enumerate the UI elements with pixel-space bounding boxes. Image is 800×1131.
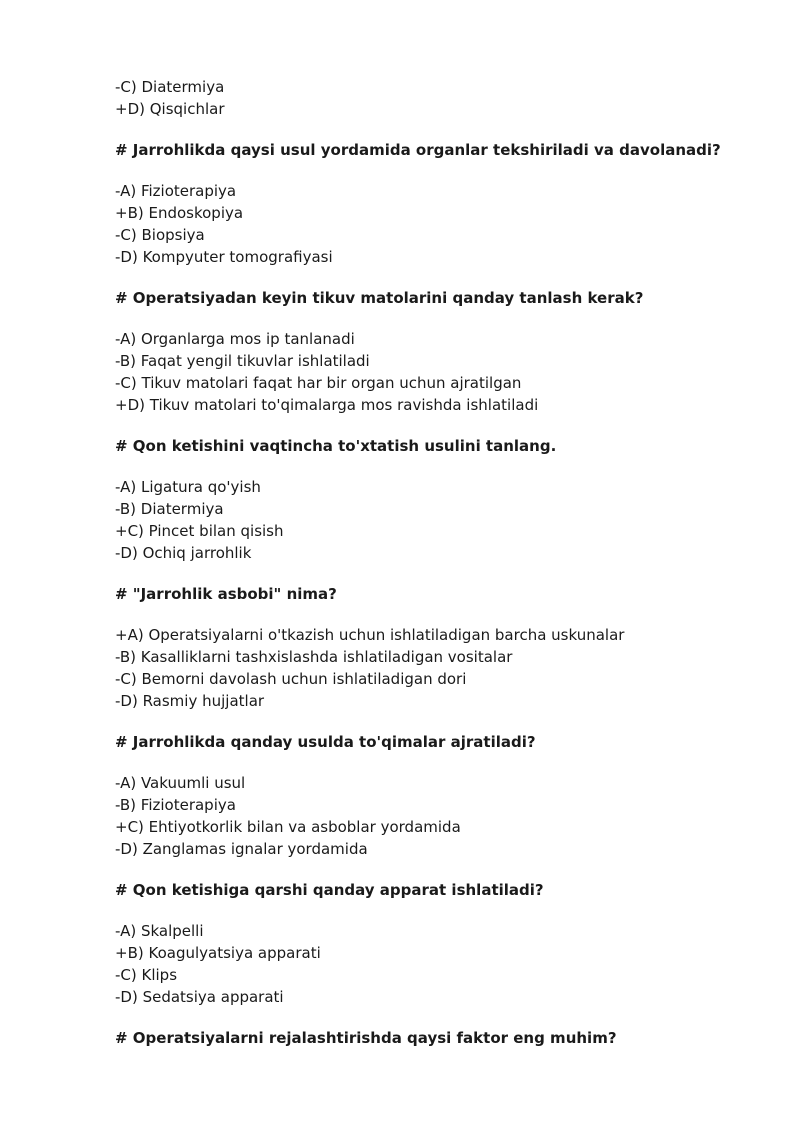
question-block <box>115 1027 755 1049</box>
answer-option: -A) Vakuumli usul <box>115 774 246 792</box>
answer-option: +D) Qisqichlar <box>115 100 225 118</box>
answer-option: -C) Diatermiya <box>115 78 225 96</box>
question-heading: # Operatsiyadan keyin tikuv matolarini qanday tanlash kerak? <box>115 289 644 307</box>
answer-option: -C) Klips <box>115 966 178 984</box>
question-block <box>115 583 755 712</box>
question-block <box>115 139 755 268</box>
question-heading: # Qon ketishini vaqtincha to'xtatish usulini tanlang. <box>115 437 557 455</box>
answer-option: -A) Fizioterapiya <box>115 182 237 200</box>
answer-option: -B) Fizioterapiya <box>115 796 236 814</box>
answer-option: -B) Diatermiya <box>115 500 224 518</box>
question-block <box>115 879 755 1008</box>
answer-option: +B) Koagulyatsiya apparati <box>115 944 321 962</box>
answer-option: -A) Ligatura qo'yish <box>115 478 261 496</box>
question-heading: # Qon ketishiga qarshi qanday apparat ishlatiladi? <box>115 881 544 899</box>
answer-option: +D) Tikuv matolari to'qimalarga mos ravishda ishlatiladi <box>115 396 539 414</box>
answer-option: +C) Pincet bilan qisish <box>115 522 284 540</box>
answer-option: -B) Kasalliklarni tashxislashda ishlatiladigan vositalar <box>115 648 513 666</box>
answer-option: -A) Organlarga mos ip tanlanadi <box>115 330 355 348</box>
answer-option: -D) Kompyuter tomografiyasi <box>115 248 333 266</box>
answer-option: -C) Biopsiya <box>115 226 205 244</box>
question-block <box>115 435 755 564</box>
answer-option: -A) Skalpelli <box>115 922 204 940</box>
question-heading: # Operatsiyalarni rejalashtirishda qaysi faktor eng muhim? <box>115 1029 617 1047</box>
answer-option: -D) Rasmiy hujjatlar <box>115 692 265 710</box>
answer-option: +A) Operatsiyalarni o'tkazish uchun ishlatiladigan barcha uskunalar <box>115 626 625 644</box>
answer-option: -D) Ochiq jarrohlik <box>115 544 252 562</box>
answer-option: -B) Faqat yengil tikuvlar ishlatiladi <box>115 352 370 370</box>
answer-option: -D) Zanglamas ignalar yordamida <box>115 840 368 858</box>
question-heading: # Jarrohlikda qaysi usul yordamida organlar tekshiriladi va davolanadi? <box>115 141 721 159</box>
document-page <box>115 76 755 1068</box>
question-block <box>115 731 755 860</box>
question-heading: # "Jarrohlik asbobi" nima? <box>115 585 337 603</box>
question-block <box>115 287 755 416</box>
lead-options <box>115 76 755 120</box>
answer-option: -C) Bemorni davolash uchun ishlatiladigan dori <box>115 670 467 688</box>
answer-option: -C) Tikuv matolari faqat har bir organ uchun ajratilgan <box>115 374 522 392</box>
question-heading: # Jarrohlikda qanday usulda to'qimalar ajratiladi? <box>115 733 536 751</box>
answer-option: -D) Sedatsiya apparati <box>115 988 284 1006</box>
answer-option: +B) Endoskopiya <box>115 204 244 222</box>
answer-option: +C) Ehtiyotkorlik bilan va asboblar yordamida <box>115 818 461 836</box>
